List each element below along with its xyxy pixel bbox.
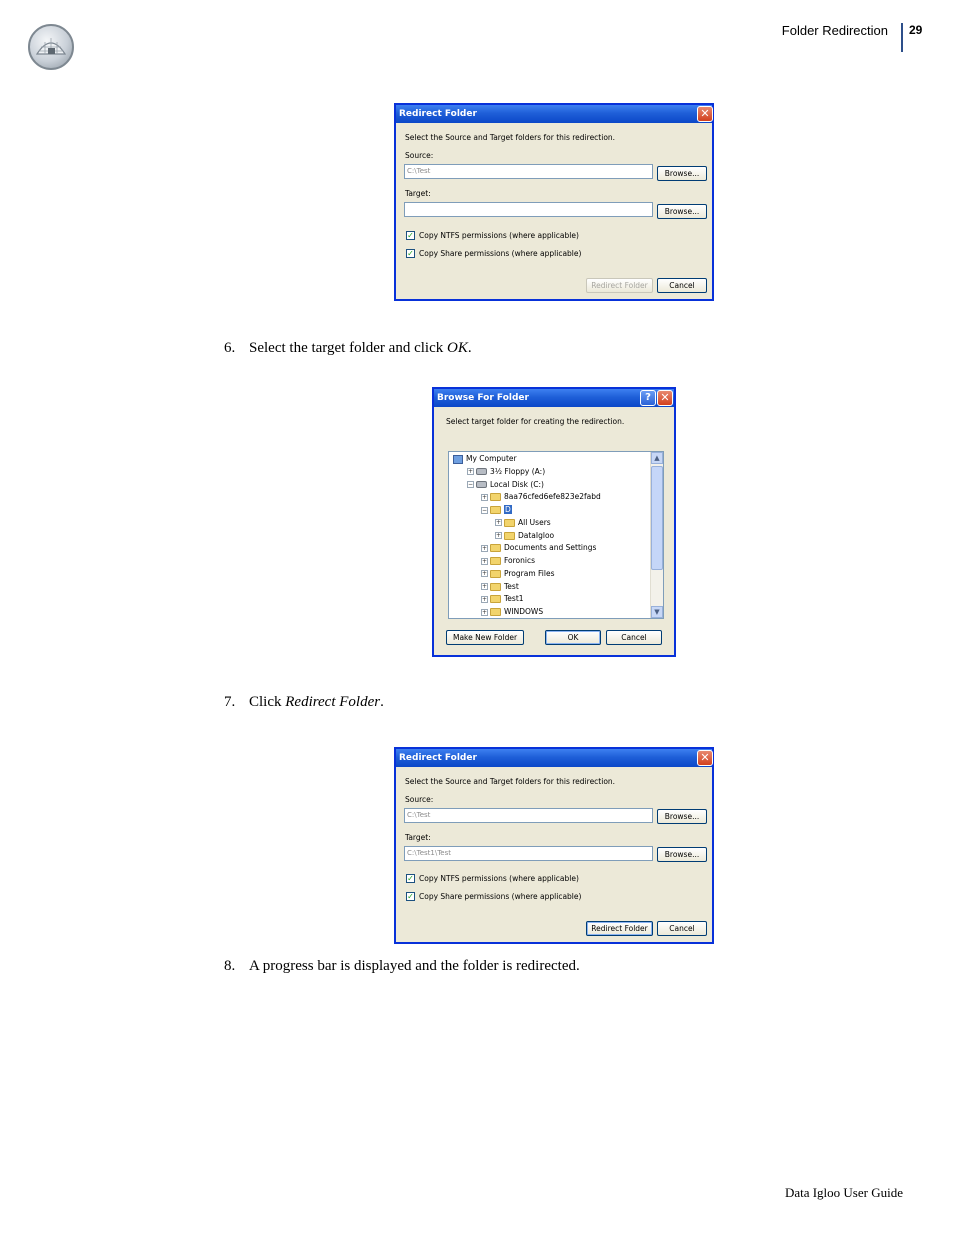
folder-icon xyxy=(490,570,501,578)
expand-icon[interactable]: + xyxy=(482,493,488,501)
expand-icon[interactable]: + xyxy=(482,570,488,578)
redirect-folder-dialog-initial xyxy=(394,103,714,301)
target-browse-button[interactable]: Browse... xyxy=(657,847,707,862)
redirect-folder-button[interactable]: Redirect Folder xyxy=(586,278,653,293)
close-icon[interactable]: ✕ xyxy=(657,390,673,406)
copy-ntfs-label: Copy NTFS permissions (where applicable) xyxy=(419,231,579,240)
tree-item[interactable] xyxy=(481,581,519,593)
expand-icon[interactable]: + xyxy=(482,544,488,552)
tree-item[interactable] xyxy=(481,542,596,554)
folder-icon xyxy=(490,493,501,501)
tree-item-label: Documents and Settings xyxy=(504,543,597,553)
tree-item[interactable] xyxy=(481,606,543,618)
tree-item-label: Test1 xyxy=(504,594,524,604)
tree-item-label: 3½ Floppy (A:) xyxy=(490,466,546,476)
expand-icon[interactable]: + xyxy=(482,583,488,590)
collapse-icon[interactable]: − xyxy=(468,481,474,488)
folder-icon xyxy=(490,557,501,565)
cancel-button[interactable]: Cancel xyxy=(606,630,662,645)
tree-item[interactable] xyxy=(481,491,601,503)
target-input[interactable] xyxy=(404,202,653,217)
expand-icon[interactable]: + xyxy=(482,595,488,603)
cancel-button[interactable]: Cancel xyxy=(657,278,707,293)
cancel-button[interactable]: Cancel xyxy=(657,921,707,936)
dialog-title: Redirect Folder xyxy=(399,109,477,119)
scroll-down-icon[interactable]: ▼ xyxy=(651,606,663,618)
drive-icon xyxy=(476,468,487,475)
folder-icon xyxy=(504,532,515,540)
dialog-title: Browse For Folder xyxy=(437,393,529,403)
source-browse-button[interactable]: Browse... xyxy=(657,166,707,181)
source-label: Source: xyxy=(405,151,434,160)
dialog-title-bar[interactable] xyxy=(396,105,712,123)
tree-item[interactable] xyxy=(481,555,535,567)
redirect-folder-dialog-filled xyxy=(394,747,714,944)
source-input[interactable]: C:\Test xyxy=(404,164,653,179)
scroll-thumb[interactable] xyxy=(651,466,663,570)
step-7 xyxy=(224,694,384,711)
tree-item-label: D xyxy=(505,505,511,514)
dialog-instruction: Select target folder for creating the redirection. xyxy=(446,417,625,426)
ok-button[interactable]: OK xyxy=(545,630,601,645)
folder-icon xyxy=(490,506,501,514)
target-browse-button[interactable]: Browse... xyxy=(657,204,707,219)
copy-ntfs-checkbox[interactable]: ✓ xyxy=(407,874,414,883)
collapse-icon[interactable]: − xyxy=(482,506,488,514)
tree-item[interactable] xyxy=(495,517,551,529)
expand-icon[interactable]: + xyxy=(482,557,488,565)
tree-item[interactable] xyxy=(467,479,544,491)
step-text: Click xyxy=(249,694,286,710)
tree-item-label: DataIgloo xyxy=(518,530,555,540)
step-text: A progress bar is displayed and the folder is redirected. xyxy=(249,958,580,974)
tree-item[interactable] xyxy=(481,504,512,516)
data-igloo-logo-icon xyxy=(28,24,74,70)
dialog-title: Redirect Folder xyxy=(399,753,477,763)
folder-icon xyxy=(504,519,515,527)
step-8 xyxy=(224,958,580,975)
make-new-folder-button[interactable]: Make New Folder xyxy=(446,630,524,645)
expand-icon[interactable]: + xyxy=(496,519,502,527)
step-emphasis: OK xyxy=(446,340,468,356)
close-icon[interactable]: ✕ xyxy=(697,106,713,122)
drive-icon xyxy=(476,481,487,488)
page-number: 29 xyxy=(909,23,923,37)
source-label: Source: xyxy=(405,795,434,804)
expand-icon[interactable]: + xyxy=(468,468,474,476)
tree-item-label: WINDOWS xyxy=(504,607,544,616)
step-6 xyxy=(224,340,472,357)
tree-item[interactable] xyxy=(453,453,517,465)
folder-icon xyxy=(490,608,501,616)
expand-icon[interactable]: + xyxy=(482,608,488,616)
source-input[interactable]: C:\Test xyxy=(404,808,653,823)
dialog-instruction: Select the Source and Target folders for this redirection. xyxy=(405,133,616,142)
folder-icon xyxy=(490,595,501,603)
tree-item[interactable] xyxy=(481,568,555,580)
folder-icon xyxy=(490,544,501,552)
folder-icon xyxy=(490,583,501,591)
browse-for-folder-dialog xyxy=(432,387,676,657)
tree-scrollbar[interactable] xyxy=(650,452,663,618)
source-browse-button[interactable]: Browse... xyxy=(657,809,707,824)
target-label: Target: xyxy=(405,833,431,842)
step-text-end: . xyxy=(467,340,472,356)
tree-item-label: Test xyxy=(504,581,519,591)
computer-icon xyxy=(453,455,463,464)
step-text: Select the target folder and click xyxy=(249,340,447,356)
dialog-title-bar[interactable] xyxy=(396,749,712,767)
tree-item[interactable] xyxy=(467,466,545,478)
tree-item-label: Program Files xyxy=(504,568,555,578)
redirect-folder-button[interactable]: Redirect Folder xyxy=(586,921,653,936)
copy-share-checkbox[interactable]: ✓ xyxy=(407,249,414,258)
tree-item-label: My Computer xyxy=(466,454,517,463)
tree-item-label: 8aa76cfed6efe823e2fabd xyxy=(504,492,601,502)
folder-tree-view[interactable] xyxy=(448,451,664,619)
copy-share-label: Copy Share permissions (where applicable) xyxy=(419,249,582,258)
copy-share-label: Copy Share permissions (where applicable) xyxy=(419,892,582,901)
step-number: 6. xyxy=(224,340,236,356)
step-number: 8. xyxy=(224,958,236,974)
tree-item-label: All Users xyxy=(518,517,551,527)
dialog-title-bar[interactable] xyxy=(434,389,674,407)
step-number: 7. xyxy=(224,694,236,710)
copy-ntfs-checkbox[interactable]: ✓ xyxy=(407,231,414,240)
section-title: Folder Redirection xyxy=(781,23,888,38)
footer-guide-title: Data Igloo User Guide xyxy=(784,1185,903,1200)
tree-item[interactable] xyxy=(481,593,524,605)
copy-share-checkbox[interactable]: ✓ xyxy=(407,892,414,901)
header-divider xyxy=(901,23,903,52)
scroll-up-icon[interactable]: ▲ xyxy=(651,452,663,464)
target-input[interactable]: C:\Test1\Test xyxy=(404,846,653,861)
tree-item[interactable] xyxy=(495,530,554,542)
dialog-instruction: Select the Source and Target folders for this redirection. xyxy=(405,777,616,786)
expand-icon[interactable]: + xyxy=(496,532,502,539)
close-icon[interactable]: ✕ xyxy=(697,750,713,766)
step-emphasis: Redirect Folder xyxy=(285,694,381,710)
tree-item-label: Foronics xyxy=(504,556,536,565)
step-text-end: . xyxy=(380,694,384,710)
tree-item-label: Local Disk (C:) xyxy=(490,479,544,489)
help-icon[interactable]: ? xyxy=(640,390,656,406)
copy-ntfs-label: Copy NTFS permissions (where applicable) xyxy=(419,874,579,883)
target-label: Target: xyxy=(405,189,431,198)
